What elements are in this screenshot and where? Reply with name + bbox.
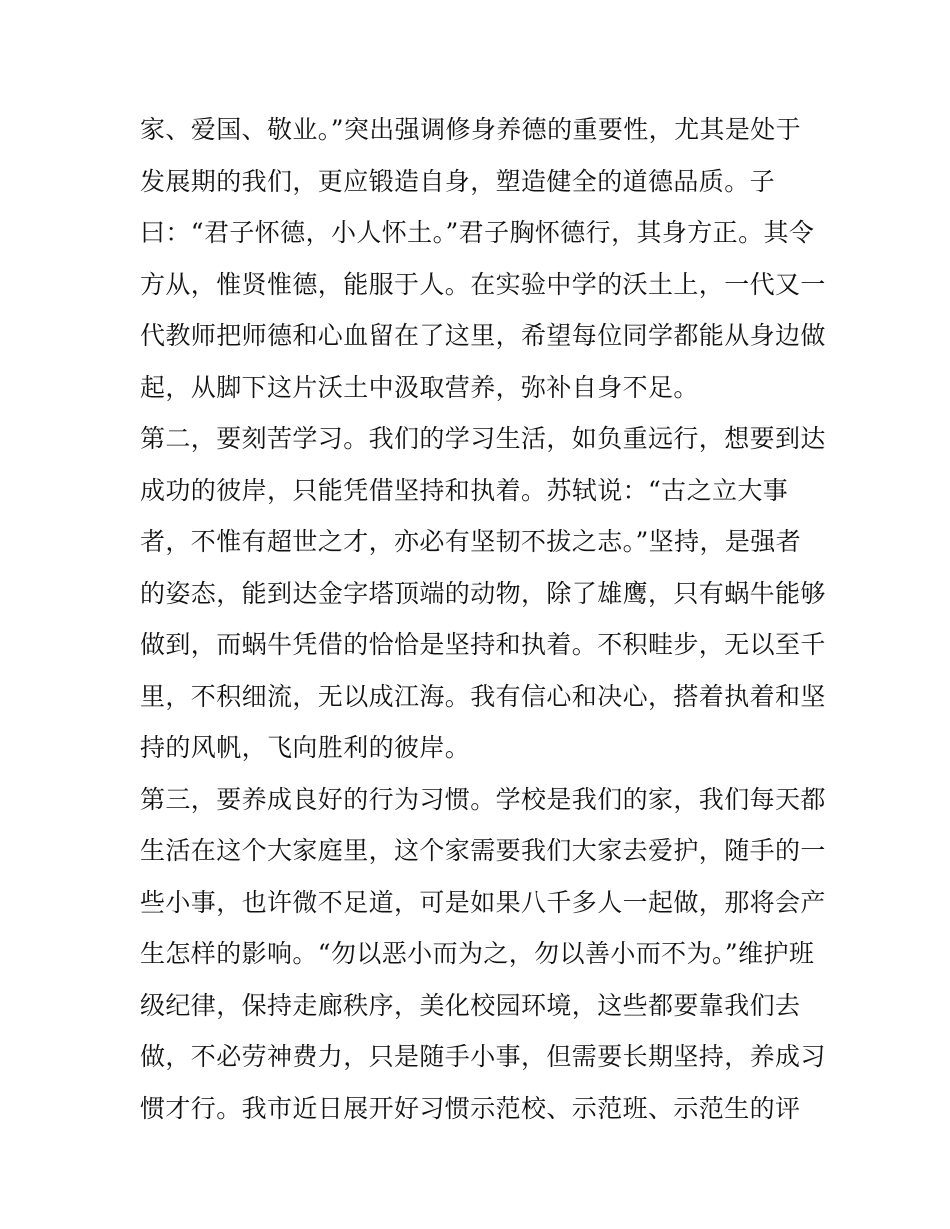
text-line: 生怎样的影响。“勿以恶小而为之，勿以善小而不为。”维护班 xyxy=(140,939,815,968)
body-text xyxy=(140,104,830,1134)
text-line: 生活在这个大家庭里，这个家需要我们大家去爱护，随手的一 xyxy=(140,836,826,865)
text-line: 发展期的我们，更应锻造自身，塑造健全的道德品质。子 xyxy=(140,166,776,196)
text-line: 惯才行。我市近日展开好习惯示范校、示范班、示范生的评 xyxy=(140,1093,801,1123)
text-line: 的姿态，能到达金字塔顶端的动物，除了雄鹰，只有蜗牛能够 xyxy=(140,578,826,608)
text-line: 第二，要刻苦学习。我们的学习生活，如负重远行，想要到达 xyxy=(140,424,826,453)
text-line: 做到，而蜗牛凭借的恰恰是坚持和执着。不积畦步，无以至千 xyxy=(140,630,826,659)
text-line: 方从，惟贤惟德，能服于人。在实验中学的沃土上，一代又一 xyxy=(140,269,826,299)
text-line: 曰：“君子怀德，小人怀土。”君子胸怀德行，其身方正。其令 xyxy=(140,218,815,247)
text-line: 起，从脚下这片沃土中汲取营养，弥补自身不足。 xyxy=(140,372,699,402)
text-line: 做，不必劳神费力，只是随手小事，但需要长期坚持，养成习 xyxy=(140,1042,826,1071)
text-line: 些小事，也许微不足道，可是如果八千多人一起做，那将会产 xyxy=(140,887,826,917)
text-line: 里，不积细流，无以成江海。我有信心和决心，搭着执着和坚 xyxy=(140,681,826,711)
text-line: 成功的彼岸，只能凭借坚持和执着。苏轼说：“古之立大事 xyxy=(140,475,789,505)
text-line: 持的风帆，飞向胜利的彼岸。 xyxy=(140,733,471,762)
text-line: 家、爱国、敬业。”突出强调修身养德的重要性，尤其是处于 xyxy=(140,115,802,144)
text-line: 级纪律，保持走廊秩序，美化校园环境，这些都要靠我们去 xyxy=(140,990,801,1020)
text-line: 者，不惟有超世之才，亦必有坚韧不拔之志。”坚持，是强者 xyxy=(140,527,802,556)
text-line: 代教师把师德和心血留在了这里，希望每位同学都能从身边做 xyxy=(140,321,826,350)
text-line: 第三，要养成良好的行为习惯。学校是我们的家，我们每天都 xyxy=(140,784,826,814)
